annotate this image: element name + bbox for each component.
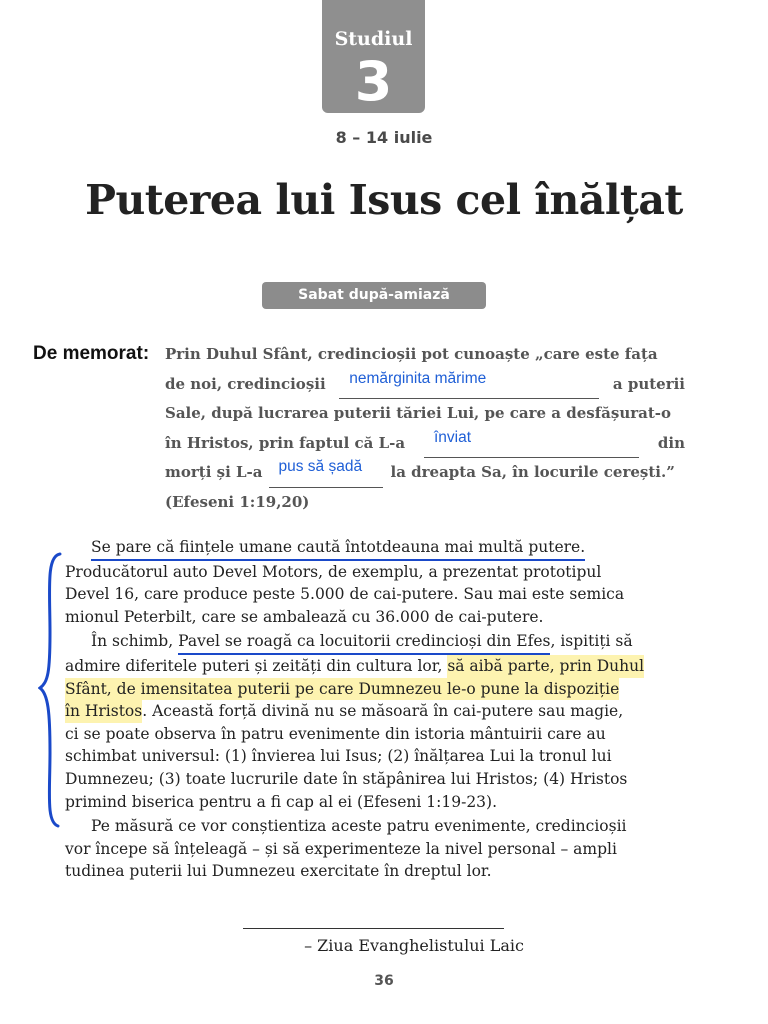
memory-text: a puterii [612, 374, 685, 393]
text-line: ci se poate observa în patru evenimente din istoria mântuirii care au [65, 724, 606, 743]
text-line: Dumnezeu; (3) toate lucrurile date în stăpânirea lui Hristos; (4) Hristos [65, 769, 628, 788]
memory-verse [165, 340, 685, 517]
text-line: Devel 16, care produce peste 5.000 de cai-putere. Sau mai este semica [65, 585, 625, 604]
highlighted-text: Sfânt, de imensitatea puterii pe care Dumnezeu le-o pune la dispoziție [65, 678, 619, 701]
memory-blank-1: nemărginita mărime [339, 370, 599, 400]
memory-text: în Hristos, prin faptul că L-a [165, 433, 406, 452]
section-label: Sabat după-amiază [262, 282, 486, 309]
study-number: 3 [354, 50, 393, 113]
memory-line [165, 429, 685, 459]
page-title: Puterea lui Isus cel înălțat [85, 176, 683, 224]
memory-text: din [657, 433, 685, 452]
memory-label: De memorat: [33, 343, 150, 364]
text-line [65, 536, 683, 561]
text-line: primind biserica pentru a fi cap al ei (Efeseni 1:19-23). [65, 792, 498, 811]
curly-brace-annotation [38, 552, 64, 828]
text-fragment: , ispitiți să [550, 632, 633, 651]
memory-text: Sale, după lucrarea puterii tăriei Lui, pe care a desfășurat-o [165, 404, 672, 422]
text-line [65, 700, 683, 723]
text-line [65, 678, 683, 701]
text-line: tudinea puterii lui Dumnezeu exercitate în dreptul lor. [65, 862, 492, 881]
text-fragment: În schimb, [91, 632, 179, 651]
attribution: – Ziua Evanghelistului Laic [304, 936, 524, 955]
paragraph [65, 630, 683, 813]
memory-text: Prin Duhul Sfânt, credincioșii pot cunoaște „care este fața [165, 345, 658, 363]
memory-line [165, 399, 685, 429]
text-line: Producătorul auto Devel Motors, de exemplu, a prezentat prototipul [65, 562, 602, 581]
memory-line [165, 340, 685, 370]
memory-reference: (Efeseni 1:19,20) [165, 492, 310, 511]
memory-text: de noi, credincioșii [165, 374, 326, 393]
memory-line [165, 370, 685, 400]
text-fragment: admire diferitele puteri și zeități din cultura lor, [65, 656, 448, 675]
underlined-text: Se pare că ființele umane caută întotdeauna mai multă putere. [91, 536, 585, 561]
memory-text: la dreapta Sa, în locurile cerești.” [390, 463, 675, 481]
divider [243, 928, 504, 929]
study-badge [322, 0, 425, 113]
memory-line [165, 488, 685, 518]
text-line [65, 655, 683, 678]
memory-line [165, 458, 685, 488]
highlighted-text: în Hristos [65, 700, 142, 723]
underlined-text: Pavel se roagă ca locuitorii credincioși din Efes [178, 630, 550, 655]
memory-blank-2: înviat [424, 429, 639, 459]
text-line [65, 630, 683, 655]
paragraph [65, 815, 683, 883]
memory-text: morți și L-a [165, 463, 263, 481]
text-line: Pe măsură ce vor conștientiza aceste patru evenimente, credincioșii [91, 817, 627, 836]
date-range: 8 – 14 iulie [335, 128, 433, 147]
paragraph [65, 536, 683, 628]
study-label: Studiul [334, 28, 413, 50]
body-text [65, 536, 683, 885]
memory-blank-3: pus să șadă [269, 458, 383, 488]
text-line: schimbat universul: (1) învierea lui Isus; (2) înălțarea Lui la tronul lui [65, 747, 612, 766]
page-number: 36 [374, 973, 394, 989]
highlighted-text: să aibă parte, prin Duhul [447, 655, 644, 678]
text-line: vor începe să înțeleagă – și să experimenteze la nivel personal – ampli [65, 839, 617, 858]
text-fragment: . Această forță divină nu se măsoară în cai-putere sau magie, [142, 702, 624, 721]
text-line: mionul Peterbilt, care se ambalează cu 36.000 de cai-putere. [65, 607, 544, 626]
